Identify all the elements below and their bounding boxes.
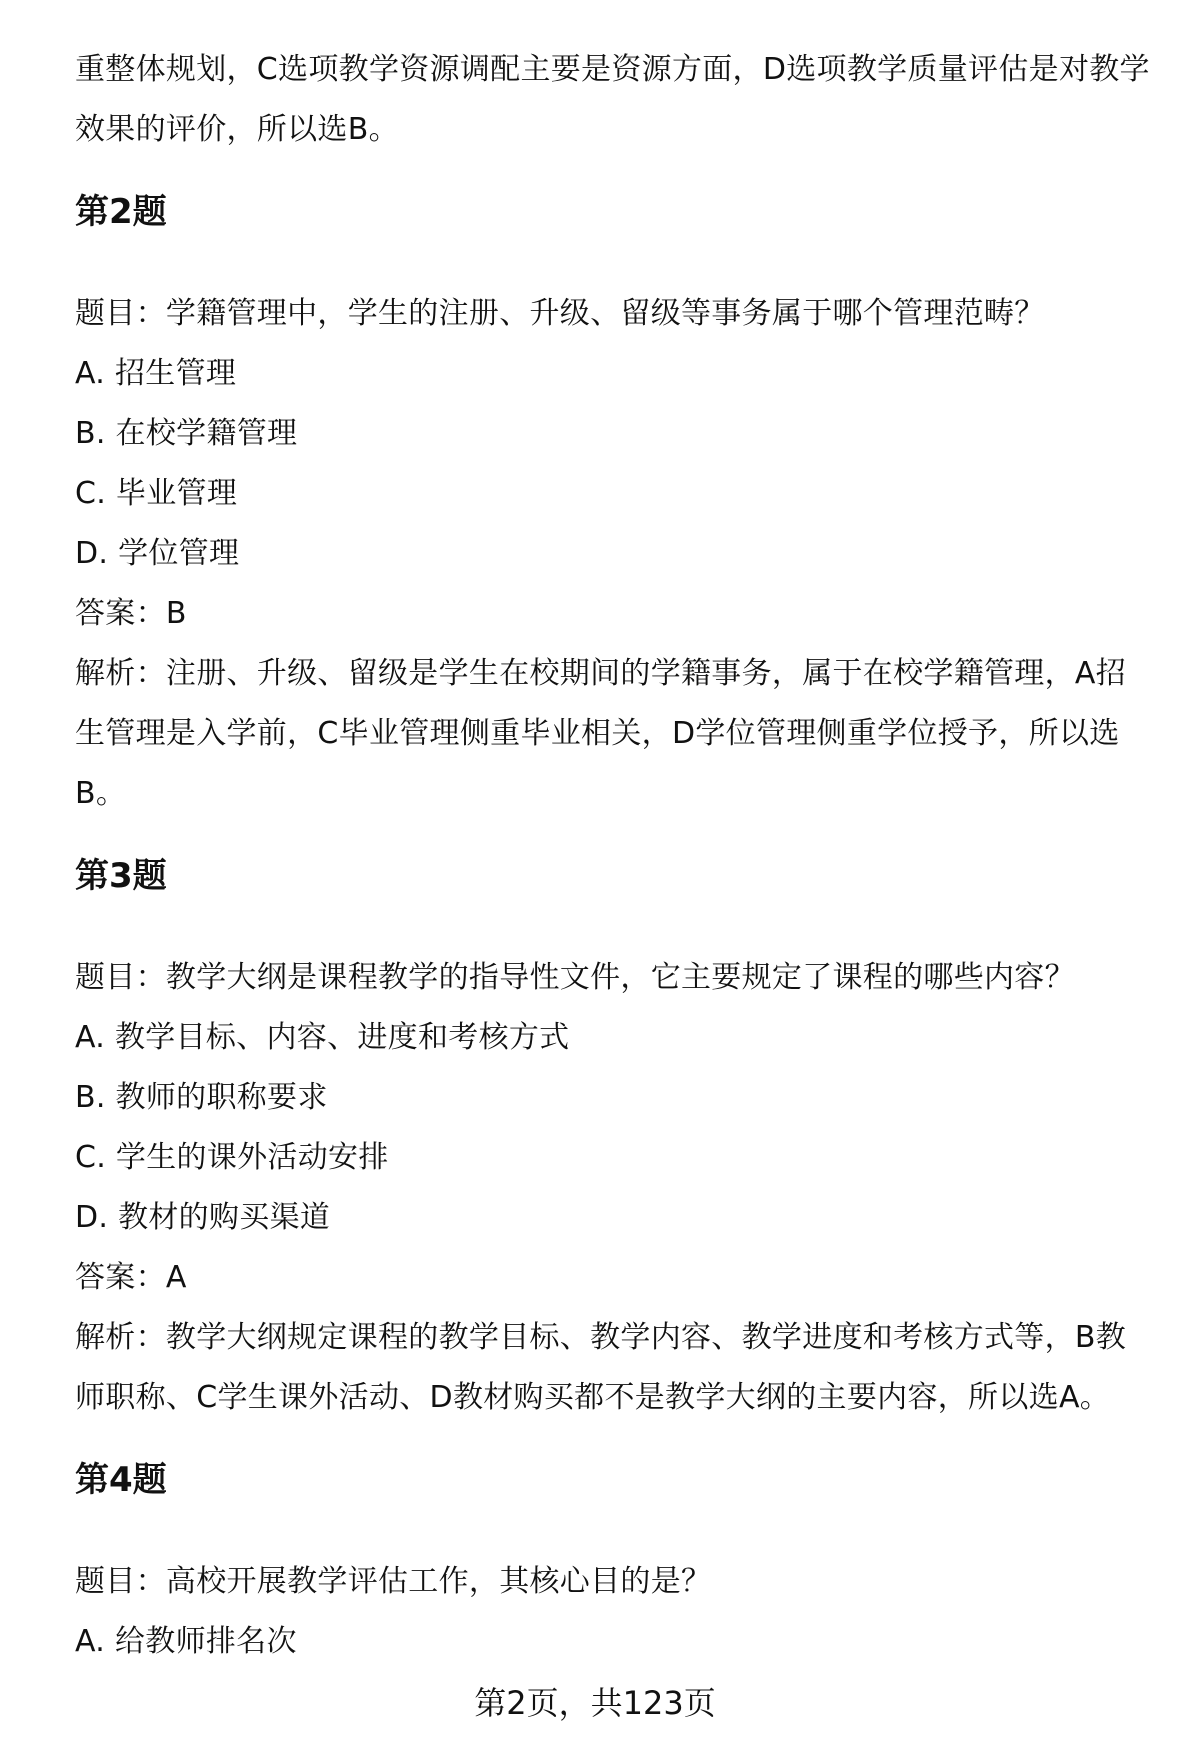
question-title: 第3题 — [75, 856, 167, 896]
option-d: D. 学位管理 — [75, 536, 240, 571]
question-prompt: 题目：高校开展教学评估工作，其核心目的是？ — [75, 1564, 712, 1599]
question-3 — [75, 846, 1155, 1428]
question-prompt: 题目：学籍管理中，学生的注册、升级、留级等事务属于哪个管理范畴？ — [75, 296, 1045, 331]
question-4 — [75, 1450, 1155, 1672]
document-page — [75, 40, 1155, 1672]
intro-paragraph: 重整体规划，C选项教学资源调配主要是资源方面，D选项教学质量评估是对教学效果的评价，所以选B。 — [75, 52, 1150, 147]
question-prompt: 题目：教学大纲是课程教学的指导性文件，它主要规定了课程的哪些内容？ — [75, 960, 1075, 995]
question-title: 第2题 — [75, 192, 167, 232]
question-2 — [75, 182, 1155, 824]
option-c: C. 学生的课外活动安排 — [75, 1140, 389, 1175]
answer: 答案：B — [75, 596, 187, 631]
option-a: A. 招生管理 — [75, 356, 237, 391]
page-footer: 第2页，共123页 — [474, 1684, 716, 1722]
option-b: B. 在校学籍管理 — [75, 416, 298, 451]
option-b: B. 教师的职称要求 — [75, 1080, 328, 1115]
analysis: 解析：教学大纲规定课程的教学目标、教学内容、教学进度和考核方式等，B教师职称、C学生课外活动、D教材购买都不是教学大纲的主要内容，所以选A。 — [75, 1320, 1127, 1415]
option-a: A. 教学目标、内容、进度和考核方式 — [75, 1020, 570, 1055]
option-d: D. 教材的购买渠道 — [75, 1200, 331, 1235]
option-a: A. 给教师排名次 — [75, 1624, 297, 1659]
answer: 答案：A — [75, 1260, 187, 1295]
analysis: 解析：注册、升级、留级是学生在校期间的学籍事务，属于在校学籍管理，A招生管理是入学前，C毕业管理侧重毕业相关，D学位管理侧重学位授予，所以选B。 — [75, 656, 1127, 811]
option-c: C. 毕业管理 — [75, 476, 238, 511]
question-title: 第4题 — [75, 1460, 167, 1500]
